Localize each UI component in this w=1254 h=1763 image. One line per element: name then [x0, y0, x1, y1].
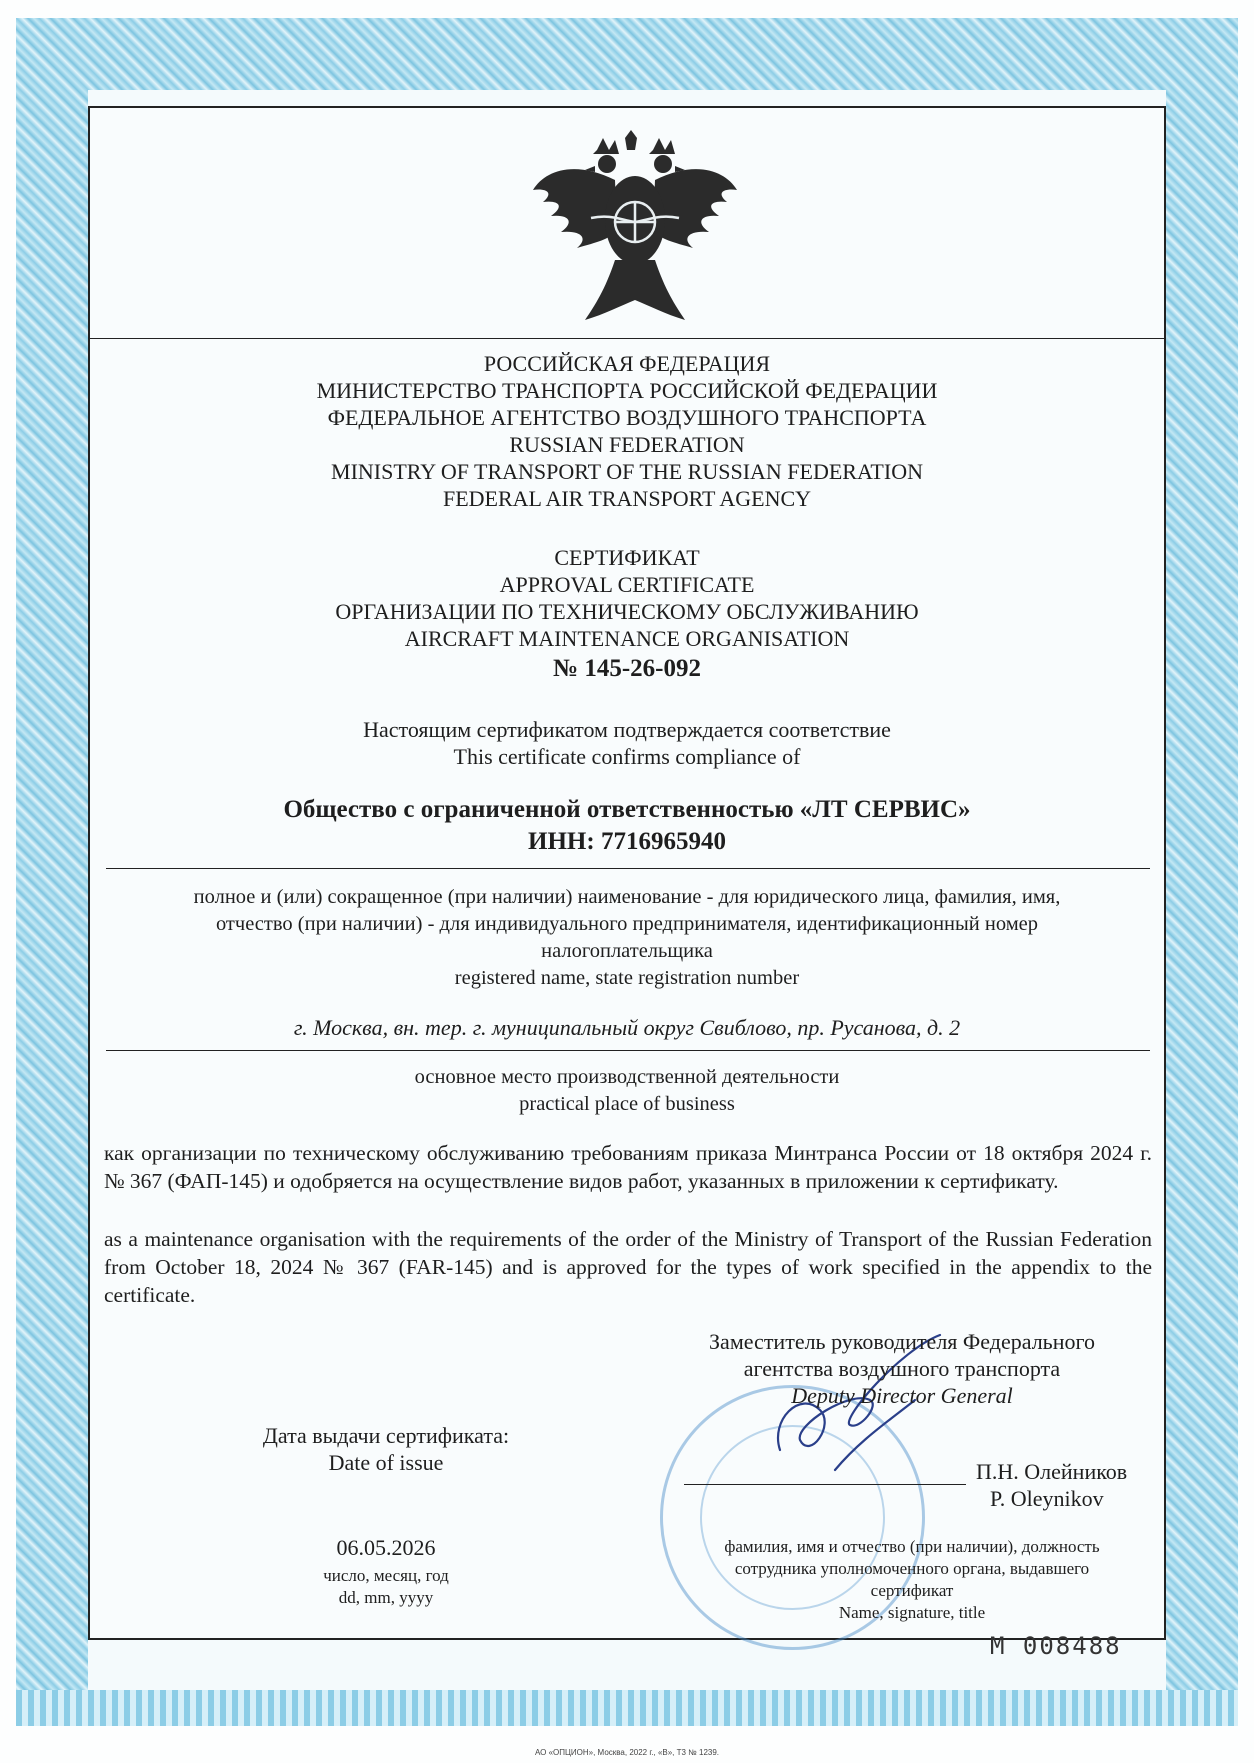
address-caption-ru: основное место производственной деятельности: [414, 1066, 840, 1088]
issue-label-en: Date of issue: [328, 1450, 444, 1475]
body-en: as a maintenance organisation with the requirements of the order of the Ministry of Transport of the Russian Federation from October 18, 2024 № 367 (FAR-145) and is approved for the types of work specified in the appendix to the certificate.: [104, 1227, 1152, 1307]
name-underline: [106, 868, 1150, 869]
signatory-caption-en: Name, signature, title: [838, 1603, 986, 1622]
russian-eagle-emblem-icon: [525, 130, 745, 330]
serial-number: М 008488: [990, 1632, 1122, 1660]
issue-label: [226, 1422, 546, 1476]
confirms-block: [100, 716, 1154, 770]
signatory-caption-1: фамилия, имя и отчество (при наличии), должность: [724, 1537, 1100, 1556]
inner-frame: [88, 106, 1166, 1640]
issuer-header: [100, 350, 1154, 512]
signatory-en-name: P. Oleynikov: [990, 1486, 1104, 1511]
address-caption: [100, 1064, 1154, 1118]
issue-date: 06.05.2026: [336, 1535, 436, 1560]
ru-ministry: МИНИСТЕРСТВО ТРАНСПОРТА РОССИЙСКОЙ ФЕДЕРАЦИИ: [316, 378, 938, 403]
address-underline: [106, 1050, 1150, 1051]
en-ministry: MINISTRY OF TRANSPORT OF THE RUSSIAN FEDERATION: [331, 459, 923, 484]
address-value: г. Москва, вн. тер. г. муниципальный округ Свиблово, пр. Русанова, д. 2: [293, 1015, 961, 1040]
ru-confirms: Настоящим сертификатом подтверждается соответствие: [363, 717, 891, 742]
en-agency: FEDERAL AIR TRANSPORT AGENCY: [442, 486, 812, 511]
printer-imprint: АО «ОПЦИОН», Москва, 2022 г., «В», Т3 № 1239.: [534, 1748, 720, 1757]
certificate-title-block: [100, 544, 1154, 686]
signatory-ru-title-2: агентства воздушного транспорта: [743, 1356, 1061, 1381]
body-ru: как организации по техническому обслуживанию требованиям приказа Минтранса России от 18 октября 2024 г. № 367 (ФАП-145) и одобряется на осуществление видов работ, указанных в приложении к сертификату.: [104, 1141, 1152, 1193]
name-caption-ru-1: полное и (или) сокращенное (при наличии) наименование - для юридического лица, фамилия, имя,: [193, 886, 1061, 908]
certificate-number: № 145-26-092: [552, 655, 702, 682]
signatory-caption: [672, 1536, 1152, 1624]
name-caption-ru-2: отчество (при наличии) - для индивидуального предпринимателя, идентификационный номер: [215, 913, 1039, 935]
ru-certificate-title: СЕРТИФИКАТ: [554, 545, 700, 570]
issue-format-ru: число, месяц, год: [323, 1566, 449, 1585]
name-caption-ru-3: налогоплательщика: [541, 940, 713, 962]
issue-format-en: dd, mm, yyyy: [338, 1588, 434, 1607]
en-certificate-title: APPROVAL CERTIFICATE: [499, 572, 755, 597]
en-confirms: This certificate confirms compliance of: [453, 744, 801, 769]
signatory-ru-name: П.Н. Олейников: [976, 1459, 1128, 1484]
signature-line: [684, 1484, 966, 1485]
address-caption-en: practical place of business: [519, 1093, 735, 1115]
signatory-ru-title-1: Заместитель руководителя Федерального: [709, 1329, 1095, 1354]
ru-country: РОССИЙСКАЯ ФЕДЕРАЦИЯ: [483, 351, 771, 376]
issue-label-ru: Дата выдачи сертификата:: [262, 1423, 510, 1448]
en-country: RUSSIAN FEDERATION: [509, 432, 745, 457]
signatory-caption-2: сотрудника уполномоченного органа, выдавшего: [734, 1559, 1090, 1578]
signatory-name: [976, 1458, 1127, 1512]
ru-org-type: ОРГАНИЗАЦИИ ПО ТЕХНИЧЕСКОМУ ОБСЛУЖИВАНИЮ: [335, 599, 919, 624]
issue-date-block: [276, 1534, 496, 1609]
address-block: [100, 1014, 1154, 1041]
ru-agency: ФЕДЕРАЛЬНОЕ АГЕНТСТВО ВОЗДУШНОГО ТРАНСПОРТА: [327, 405, 927, 430]
header-divider: [90, 338, 1164, 339]
signatory-en-title: Deputy Director General: [791, 1383, 1013, 1408]
name-caption-en: registered name, state registration number: [454, 967, 800, 989]
signatory-title: [672, 1328, 1132, 1409]
organisation-block: [100, 794, 1154, 858]
organisation-name: Общество с ограниченной ответственностью «ЛТ СЕРВИС»: [283, 796, 971, 823]
en-org-type: AIRCRAFT MAINTENANCE ORGANISATION: [404, 626, 850, 651]
decorative-bottom-strip: [16, 1690, 1238, 1726]
organisation-inn: ИНН: 7716965940: [528, 828, 726, 855]
signatory-caption-3: сертификат: [870, 1581, 954, 1600]
name-caption: [100, 884, 1154, 992]
